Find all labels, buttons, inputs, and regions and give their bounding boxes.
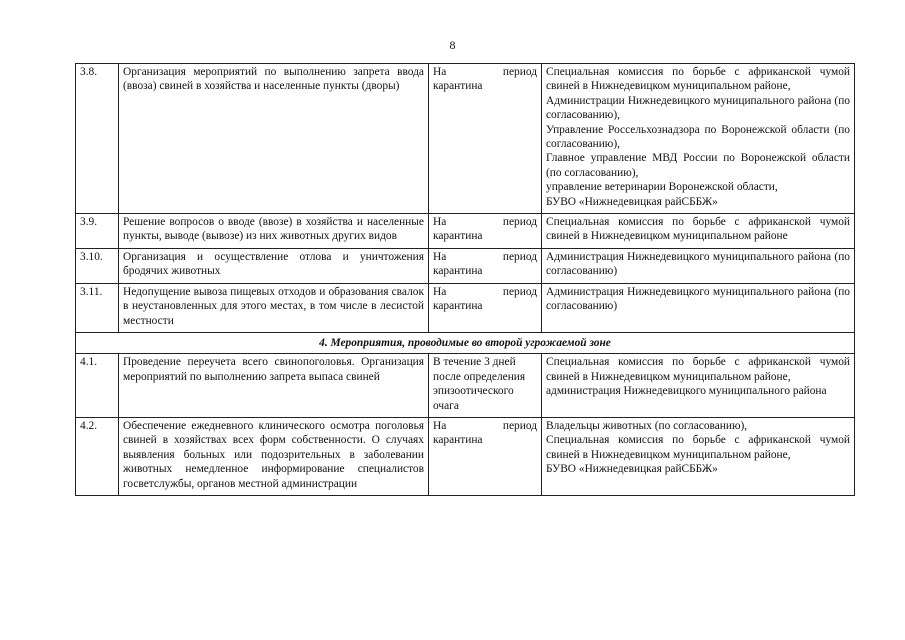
term-cell <box>429 283 542 332</box>
responsible-cell <box>542 283 855 332</box>
row-number: 3.9. <box>76 214 119 249</box>
term-line <box>433 285 537 299</box>
section-header-row <box>76 332 855 353</box>
responsible-item: администрация Нижнедевицкого муниципального района <box>546 385 827 398</box>
responsible-item: БУВО «Нижнедевицкая райСББЖ» <box>546 463 718 476</box>
term-word: период <box>502 216 537 229</box>
activity-cell: Обеспечение ежедневного клинического осмотра поголовья свиней в хозяйствах всех форм собственности. О случаях выявления больных или подозрительных в заболевании животных немедленное информирование специалистов госветслужбы, органов местной администрации <box>119 417 429 495</box>
activity-cell: Проведение переучета всего свинопоголовья. Организация мероприятий по выполнению запрета выпаса свиней <box>119 354 429 418</box>
term-word: период <box>502 419 537 432</box>
responsible-item: управление ветеринарии Воронежской области, <box>546 181 778 194</box>
responsible-item: БУВО «Нижнедевицкая райСББЖ» <box>546 195 718 208</box>
term-word: карантина <box>433 80 483 93</box>
responsible-item: Администрации Нижнедевицкого муниципального района (по согласованию), <box>546 94 850 122</box>
term-word: карантина <box>433 265 483 278</box>
activity-cell: Недопущение вывоза пищевых отходов и образования свалок в неустановленных для этого местах, в том числе в лесистой местности <box>119 283 429 332</box>
responsible-item: Главное управление МВД России по Воронежской области (по согласованию), <box>546 152 850 179</box>
responsible-item: Администрация Нижнедевицкого муниципального района (по согласованию) <box>546 250 850 278</box>
term-word: карантина <box>433 300 483 313</box>
row-number: 4.2. <box>76 417 119 495</box>
term-word: период <box>502 250 537 263</box>
term-cell <box>429 248 542 283</box>
table-row <box>76 417 855 495</box>
responsible-item: Специальная комиссия по борьбе с африканской чумой свиней в Нижнедевицком муниципальном районе <box>546 216 850 243</box>
table-row <box>76 214 855 249</box>
term-word: На <box>433 216 447 229</box>
responsible-cell <box>542 248 855 283</box>
term-line <box>433 250 537 264</box>
responsible-cell <box>542 417 855 495</box>
measures-table <box>75 63 855 496</box>
row-number: 3.10. <box>76 248 119 283</box>
activity-cell: Организация и осуществление отлова и уничтожения бродячих животных <box>119 248 429 283</box>
term-line <box>433 419 537 433</box>
activity-cell: Организация мероприятий по выполнению запрета ввода (ввоза) свиней в хозяйства и населенные пункты (дворы) <box>119 64 429 214</box>
table-row <box>76 64 855 214</box>
term-word: период <box>502 285 537 298</box>
term-cell <box>429 417 542 495</box>
section-title: 4. Мероприятия, проводимые во второй угрожаемой зоне <box>76 332 855 353</box>
term-word: карантина <box>433 434 483 447</box>
term-word: На <box>433 285 447 298</box>
responsible-cell <box>542 354 855 418</box>
term-cell <box>429 64 542 214</box>
responsible-item: Администрация Нижнедевицкого муниципального района (по согласованию) <box>546 285 850 313</box>
responsible-item: Специальная комиссия по борьбе с африканской чумой свиней в Нижнедевицком муниципальном районе, <box>546 434 850 461</box>
term-word: период <box>502 66 537 78</box>
term-word: На <box>433 419 447 432</box>
responsible-item: Специальная комиссия по борьбе с африканской чумой свиней в Нижнедевицком муниципальном районе, <box>546 66 850 93</box>
table-row <box>76 354 855 418</box>
table-row <box>76 248 855 283</box>
term-word: На <box>433 66 447 78</box>
row-number: 3.11. <box>76 283 119 332</box>
responsible-cell <box>542 64 855 214</box>
row-number: 4.1. <box>76 354 119 418</box>
responsible-item: Управление Россельхознадзора по Воронежской области (по согласованию), <box>546 123 850 151</box>
responsible-item: Специальная комиссия по борьбе с африканской чумой свиней в Нижнедевицком муниципальном районе, <box>546 356 850 383</box>
activity-cell: Решение вопросов о вводе (ввозе) в хозяйства и населенные пункты, выводе (вывозе) из них животных других видов <box>119 214 429 249</box>
responsible-item: Владельцы животных (по согласованию), <box>546 419 748 432</box>
term-line <box>433 65 537 79</box>
table-row <box>76 283 855 332</box>
responsible-cell <box>542 214 855 249</box>
term-word: карантина <box>433 230 483 243</box>
term-line <box>433 215 537 229</box>
term-cell <box>429 214 542 249</box>
term-word: На <box>433 250 447 263</box>
page-number: 8 <box>449 38 456 52</box>
term-cell: В течение 3 дней после определения эпизоотического очага <box>429 354 542 418</box>
row-number: 3.8. <box>76 64 119 214</box>
